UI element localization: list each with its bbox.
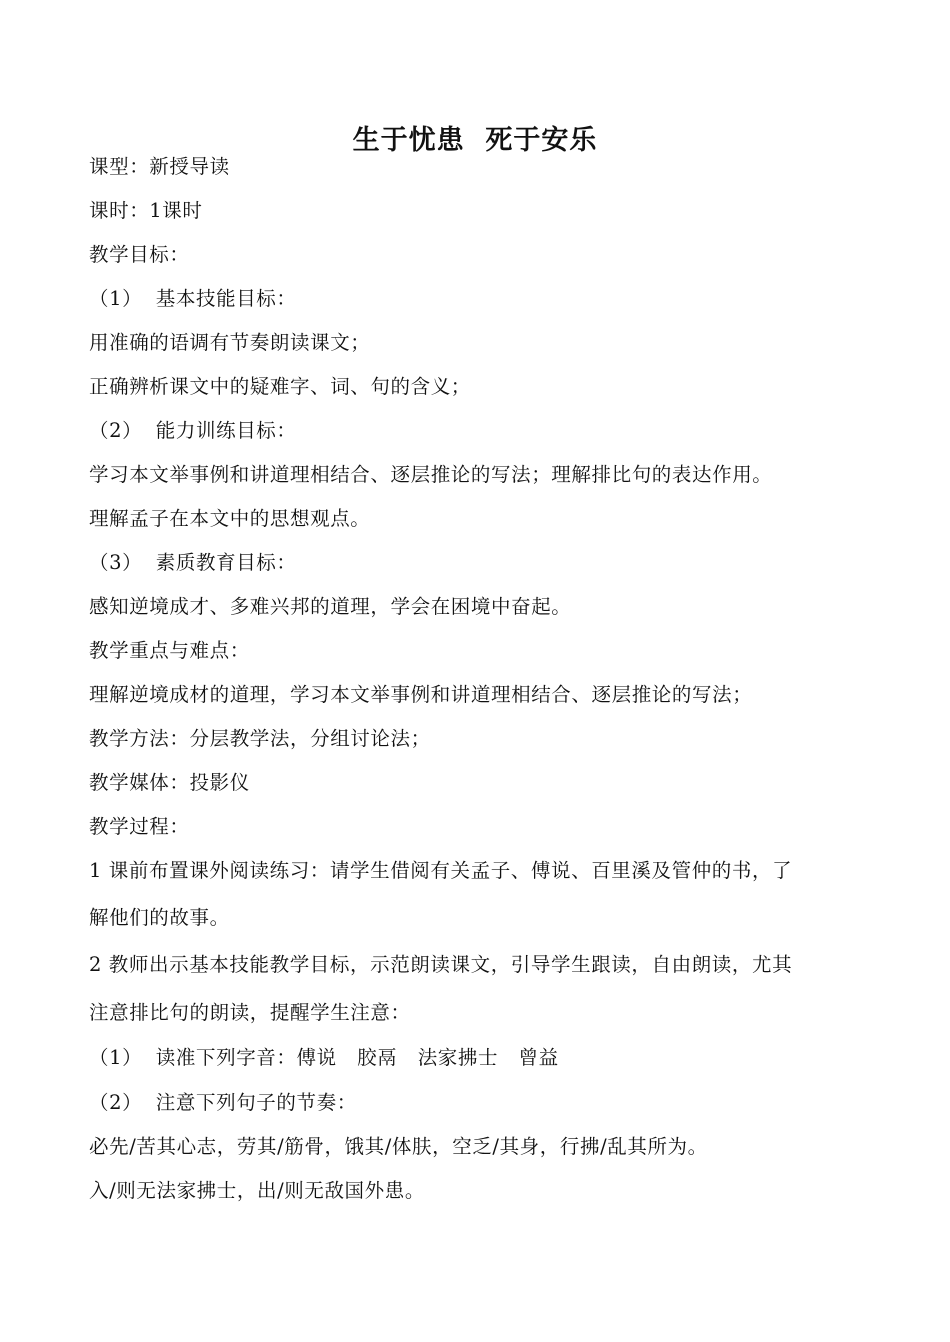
text-line: 2 教师出示基本技能教学目标，示范朗读课文，引导学生跟读，自由朗读，尤其 <box>89 953 793 976</box>
text-line: 理解逆境成材的道理，学习本文举事例和讲道理相结合、逐层推论的写法； <box>89 683 753 706</box>
text-line-course-hours: 课时：1课时 <box>89 199 203 222</box>
text-line-goal-1-heading: （1） 基本技能目标： <box>89 287 297 310</box>
text-line-teaching-goals: 教学目标： <box>89 243 190 266</box>
text-line-key-points: 教学重点与难点： <box>89 639 250 662</box>
text-line-teaching-methods: 教学方法：分层教学法，分组讨论法； <box>89 727 431 750</box>
text-line: 1 课前布置课外阅读练习：请学生借阅有关孟子、傅说、百里溪及管仲的书，了 <box>89 859 793 882</box>
text-line-rhythm: （2） 注意下列句子的节奏： <box>89 1091 357 1114</box>
text-line-pronunciation: （1） 读准下列字音：傅说 胶鬲 法家拂士 曾益 <box>89 1046 559 1069</box>
document-title: 生于忧患 死于安乐 <box>352 125 598 156</box>
text-line: 正确辨析课文中的疑难字、词、句的含义； <box>89 375 471 398</box>
text-line: 必先/苦其心志，劳其/筋骨，饿其/体肤，空乏/其身，行拂/乱其所为。 <box>89 1135 708 1158</box>
text-line: 感知逆境成才、多难兴邦的道理，学会在困境中奋起。 <box>89 595 572 618</box>
text-line: 入/则无法家拂士，出/则无敌国外患。 <box>89 1179 425 1202</box>
text-line-goal-2-heading: （2） 能力训练目标： <box>89 419 297 442</box>
text-line-teaching-process: 教学过程： <box>89 815 190 838</box>
text-line: 理解孟子在本文中的思想观点。 <box>89 507 371 530</box>
text-line-course-type: 课型：新授导读 <box>89 155 230 178</box>
text-line: 用准确的语调有节奏朗读课文； <box>89 331 371 354</box>
text-line: 解他们的故事。 <box>89 906 230 929</box>
text-line-goal-3-heading: （3） 素质教育目标： <box>89 551 297 574</box>
text-line: 注意排比句的朗读，提醒学生注意： <box>89 1001 411 1024</box>
text-line: 学习本文举事例和讲道理相结合、逐层推论的写法；理解排比句的表达作用。 <box>89 463 773 486</box>
text-line-teaching-media: 教学媒体：投影仪 <box>89 771 250 794</box>
